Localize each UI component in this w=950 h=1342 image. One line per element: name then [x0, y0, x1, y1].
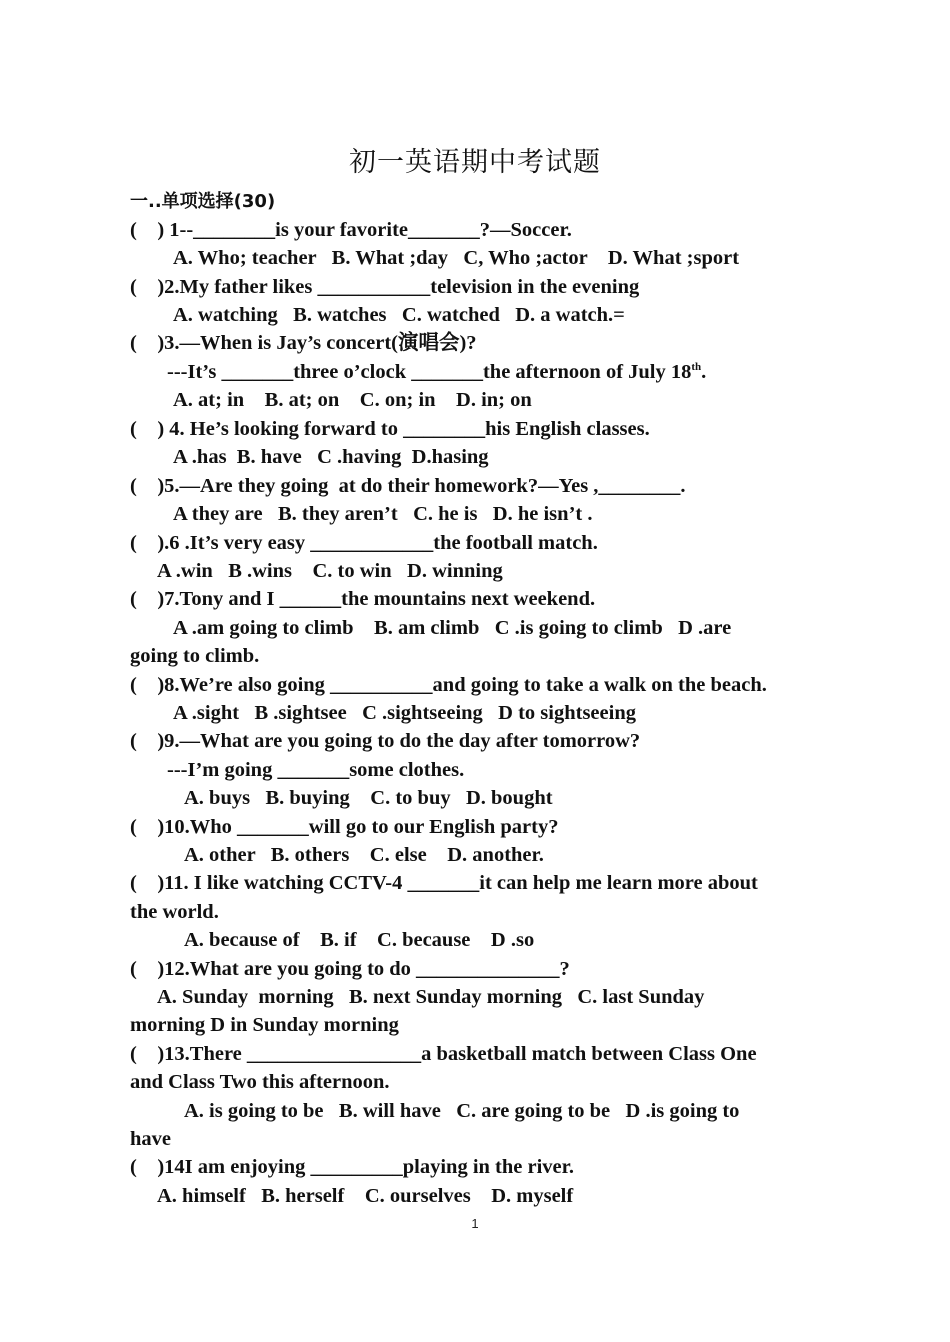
question-11-stem: ( )11. I like watching CCTV-4 _______it can help me learn more about — [130, 872, 758, 894]
question-7-options-cont: going to climb. — [130, 645, 260, 667]
question-11-options: A. because of B. if C. because D .so — [184, 929, 535, 951]
question-14-options: A. himself B. herself C. ourselves D. myself — [157, 1185, 574, 1207]
question-10-stem: ( )10.Who _______will go to our English party? — [130, 816, 559, 838]
question-6-options: A .win B .wins C. to win D. winning — [157, 560, 503, 582]
question-4-options: A .has B. have C .having D.hasing — [173, 446, 489, 468]
question-13-stem-cont: and Class Two this afternoon. — [130, 1071, 390, 1093]
question-8-options: A .sight B .sightsee C .sightseeing D to sightseeing — [173, 702, 636, 724]
question-2-options: A. watching B. watches C. watched D. a watch.= — [173, 304, 625, 326]
section-heading: 一..单项选择(30) — [130, 191, 276, 212]
question-1-stem: ( ) 1--________is your favorite_______?—Soccer. — [130, 219, 572, 241]
question-12-stem: ( )12.What are you going to do ______________? — [130, 958, 570, 980]
page-number: 1 — [471, 1216, 479, 1231]
question-3-options: A. at; in B. at; on C. on; in D. in; on — [173, 389, 532, 411]
question-5-stem: ( )5.—Are they going at do their homework?—Yes ,________. — [130, 475, 686, 497]
question-3-reply: ---It’s _______three o’clock _______the afternoon of July 18th. — [167, 361, 707, 383]
question-13-stem: ( )13.There _________________a basketball match between Class One — [130, 1043, 757, 1065]
question-10-options: A. other B. others C. else D. another. — [184, 844, 544, 866]
question-7-options: A .am going to climb B. am climb C .is going to climb D .are — [173, 617, 732, 639]
question-1-options: A. Who; teacher B. What ;day C, Who ;actor D. What ;sport — [173, 247, 740, 269]
question-12-options: A. Sunday morning B. next Sunday morning C. last Sunday — [157, 986, 705, 1008]
question-9-options: A. buys B. buying C. to buy D. bought — [184, 787, 553, 809]
question-13-options-cont: have — [130, 1128, 171, 1150]
question-9-reply: ---I’m going _______some clothes. — [167, 759, 465, 781]
exam-title: 初一英语期中考试题 — [349, 147, 601, 178]
question-5-options: A they are B. they aren’t C. he is D. he isn’t . — [173, 503, 593, 525]
question-7-stem: ( )7.Tony and I ______the mountains next weekend. — [130, 588, 596, 610]
question-4-stem: ( ) 4. He’s looking forward to ________his English classes. — [130, 418, 650, 440]
question-12-options-cont: morning D in Sunday morning — [130, 1014, 399, 1036]
question-13-options: A. is going to be B. will have C. are going to be D .is going to — [184, 1100, 740, 1122]
question-14-stem: ( )14I am enjoying _________playing in the river. — [130, 1156, 574, 1178]
question-6-stem: ( ).6 .It’s very easy ____________the football match. — [130, 532, 598, 554]
question-11-stem-cont: the world. — [130, 901, 219, 923]
question-2-stem: ( )2.My father likes ___________television in the evening — [130, 276, 640, 298]
question-8-stem: ( )8.We’re also going __________and going to take a walk on the beach. — [130, 674, 767, 696]
question-9-stem: ( )9.—What are you going to do the day after tomorrow? — [130, 730, 641, 752]
question-3-stem: ( )3.—When is Jay’s concert(演唱会)? — [130, 332, 477, 354]
